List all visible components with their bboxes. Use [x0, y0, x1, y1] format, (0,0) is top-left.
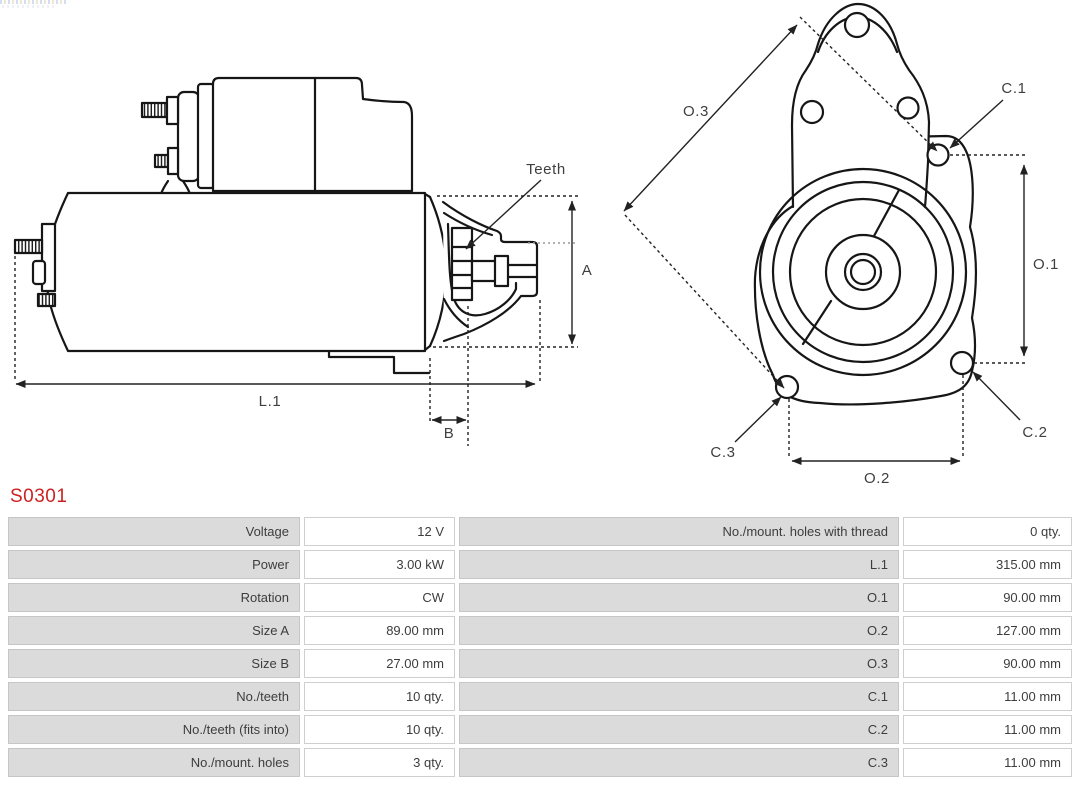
top-ear-hole — [845, 13, 869, 37]
spec-value-cell: 27.00 mm — [304, 649, 455, 678]
left-ear-hole — [801, 101, 823, 123]
starter-front-view — [755, 4, 976, 404]
solenoid — [161, 78, 412, 194]
label-c1: C.1 — [1001, 80, 1027, 97]
spec-label-cell: No./teeth (fits into) — [8, 715, 300, 744]
spec-value-cell: 90.00 mm — [903, 649, 1072, 678]
spec-value-cell: 90.00 mm — [903, 583, 1072, 612]
spec-value-cell: 12 V — [304, 517, 455, 546]
part-code: S0301 — [10, 486, 68, 507]
spec-table — [8, 517, 1072, 777]
spec-value-cell: 11.00 mm — [903, 682, 1072, 711]
motor-body — [46, 193, 429, 373]
starter-side-view — [15, 78, 537, 373]
dim-O3-arrow — [624, 25, 797, 211]
solenoid-terminal-studs — [142, 97, 178, 174]
label-o1: O.1 — [1033, 256, 1059, 273]
spec-value-cell: 10 qty. — [304, 715, 455, 744]
label-teeth: Teeth — [526, 161, 566, 178]
leader-teeth — [466, 180, 541, 249]
spec-label-cell: Rotation — [8, 583, 300, 612]
hole-c2 — [951, 352, 973, 374]
leader-c3 — [735, 397, 781, 442]
spec-label-cell: L.1 — [459, 550, 899, 579]
spec-value-cell: CW — [304, 583, 455, 612]
spec-label-cell: C.1 — [459, 682, 899, 711]
spec-value-cell: 10 qty. — [304, 682, 455, 711]
spec-label-cell: O.1 — [459, 583, 899, 612]
label-c3: C.3 — [710, 444, 736, 461]
shaft-hub — [826, 235, 900, 309]
spec-value-cell: 315.00 mm — [903, 550, 1072, 579]
label-b: B — [443, 425, 455, 442]
spec-label-cell: O.3 — [459, 649, 899, 678]
spec-label-cell: No./teeth — [8, 682, 300, 711]
spec-value-cell: 11.00 mm — [903, 715, 1072, 744]
spec-value-cell: 3.00 kW — [304, 550, 455, 579]
spec-label-cell: Size A — [8, 616, 300, 645]
spec-label-cell: C.2 — [459, 715, 899, 744]
spec-label-cell: No./mount. holes with thread — [459, 517, 899, 546]
label-l1: L.1 — [258, 393, 282, 410]
label-o3: O.3 — [683, 103, 709, 120]
hole-c3 — [776, 376, 798, 398]
leader-c2 — [973, 372, 1020, 420]
label-o2: O.2 — [864, 470, 890, 487]
spec-label-cell: O.2 — [459, 616, 899, 645]
label-c2: C.2 — [1022, 424, 1048, 441]
label-a: A — [581, 262, 593, 279]
spec-value-cell: 11.00 mm — [903, 748, 1072, 777]
spec-label-cell: Voltage — [8, 517, 300, 546]
spec-label-cell: C.3 — [459, 748, 899, 777]
spec-value-cell: 0 qty. — [903, 517, 1072, 546]
spec-label-cell: No./mount. holes — [8, 748, 300, 777]
spec-value-cell: 3 qty. — [304, 748, 455, 777]
hole-c1 — [928, 145, 949, 166]
spec-label-cell: Power — [8, 550, 300, 579]
spec-label-cell: Size B — [8, 649, 300, 678]
rear-terminal — [15, 224, 55, 306]
leader-c1 — [950, 100, 1003, 148]
spec-value-cell: 127.00 mm — [903, 616, 1072, 645]
spec-value-cell: 89.00 mm — [304, 616, 455, 645]
